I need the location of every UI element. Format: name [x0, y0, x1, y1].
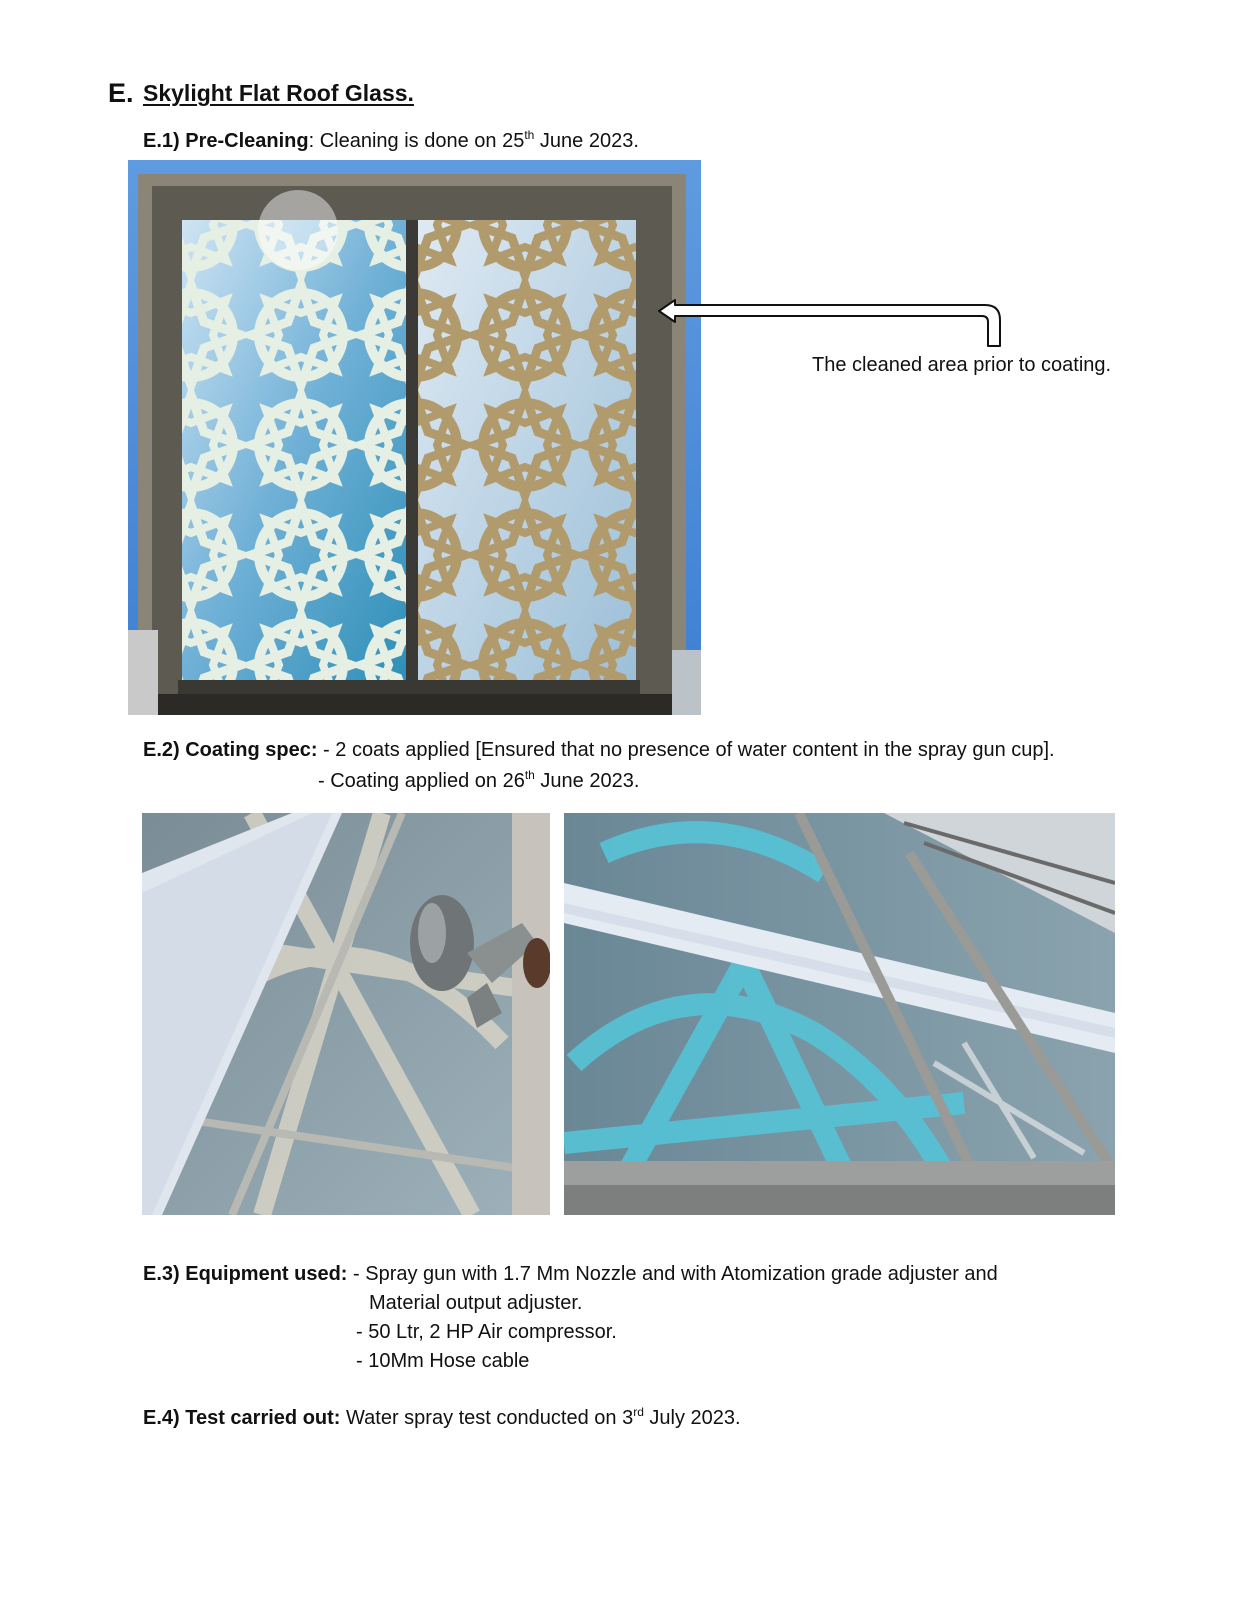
- e4-text: Water spray test conducted on 3: [340, 1407, 634, 1429]
- e2-text-1: - 2 coats applied [Ensured that no presence of water content in the spray gun cup].: [317, 739, 1055, 761]
- e1-text-after: June 2023.: [534, 130, 639, 152]
- e1-line: [143, 129, 639, 153]
- photo-coated-glass-panels: [564, 813, 1115, 1215]
- e2-text-2-after: June 2023.: [534, 770, 640, 792]
- e2-label: E.2) Coating spec:: [143, 739, 318, 761]
- e3-text-1: - Spray gun with 1.7 Mm Nozzle and with Atomization grade adjuster and: [347, 1263, 998, 1285]
- e3-line-1: [143, 1262, 998, 1286]
- e3-line-2: - 50 Ltr, 2 HP Air compressor.: [356, 1321, 617, 1343]
- e1-label: E.1) Pre-Cleaning: [143, 130, 309, 152]
- e4-label: E.4) Test carried out:: [143, 1407, 341, 1429]
- callout-arrow: [655, 296, 1007, 352]
- section-letter: E.: [108, 78, 134, 108]
- e1-sup: th: [524, 128, 535, 142]
- e2-text-2: - Coating applied on 26: [318, 770, 525, 792]
- e1-text: : Cleaning is done on 25: [308, 130, 525, 152]
- callout-text: The cleaned area prior to coating.: [812, 354, 1112, 376]
- photo-precleaning-skylight: [128, 160, 701, 715]
- e3-line-3: - 10Mm Hose cable: [356, 1350, 530, 1372]
- e4-sup: rd: [633, 1405, 644, 1419]
- e3-label: E.3) Equipment used:: [143, 1263, 348, 1285]
- section-title: Skylight Flat Roof Glass.: [143, 80, 414, 106]
- photo-spray-gun-coating: [142, 813, 550, 1215]
- e4-line: [143, 1406, 741, 1430]
- e3-line-1b: Material output adjuster.: [369, 1292, 583, 1314]
- e2-line-2: [318, 769, 639, 793]
- e2-sup: th: [524, 768, 535, 782]
- e2-line-1: [143, 738, 1055, 762]
- e4-text-after: July 2023.: [643, 1407, 741, 1429]
